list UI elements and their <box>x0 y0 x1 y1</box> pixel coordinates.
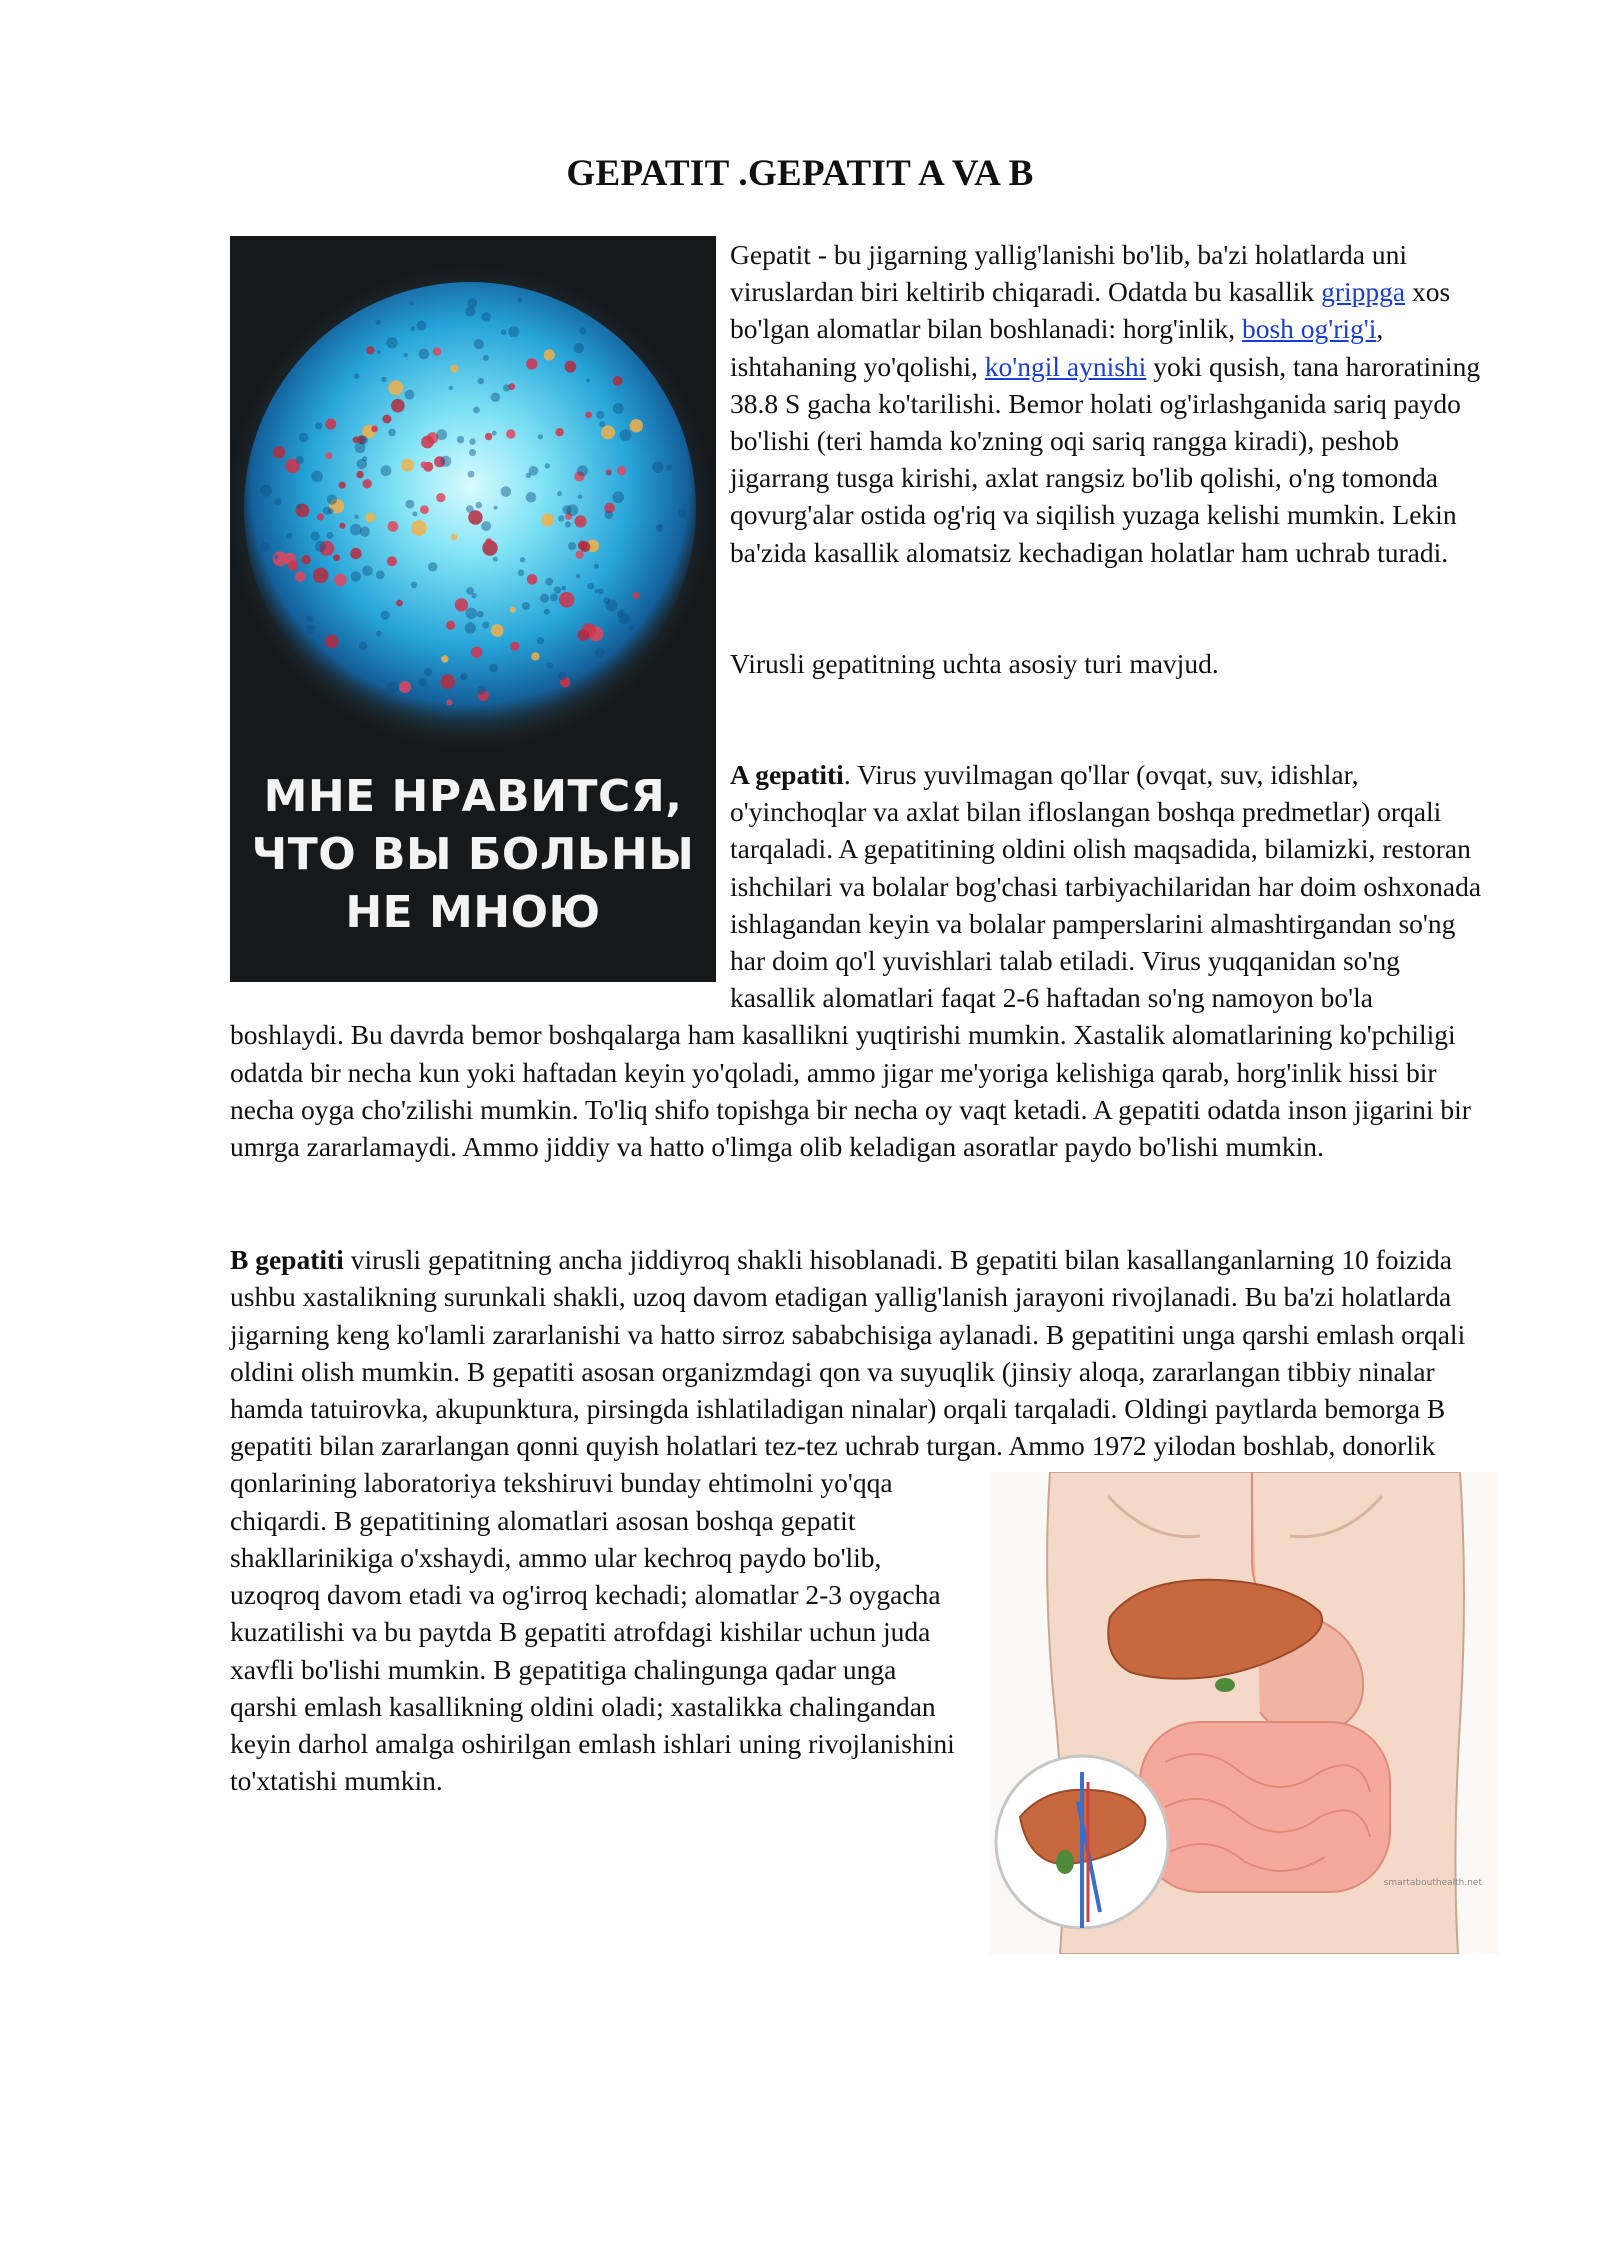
virus-texture-dot <box>522 602 530 610</box>
virus-texture-dot <box>606 470 611 475</box>
virus-texture-dot <box>449 386 453 390</box>
virus-texture-dot <box>327 494 337 504</box>
virus-texture-dot <box>311 471 323 483</box>
virus-surface-dot <box>576 551 584 559</box>
virus-texture-dot <box>376 631 382 637</box>
virus-texture-dot <box>586 378 590 382</box>
virus-surface-dot <box>363 479 372 488</box>
virus-surface-dot <box>365 513 375 523</box>
virus-texture-dot <box>595 648 604 657</box>
virus-surface-dot <box>471 647 483 659</box>
virus-texture-dot <box>577 465 588 476</box>
virus-texture-dot <box>355 442 366 453</box>
virus-texture-dot <box>457 436 465 444</box>
virus-surface-dot <box>544 349 555 360</box>
link-kongil-aynishi[interactable]: ko'ngil aynishi <box>984 350 1147 382</box>
virus-texture-dot <box>381 377 386 382</box>
virus-texture-dot <box>388 429 396 437</box>
virus-texture-dot <box>517 297 522 302</box>
virus-surface-dot <box>396 600 403 607</box>
virus-texture-dot <box>359 642 368 651</box>
virus-texture-dot <box>658 524 662 528</box>
virus-texture-dot <box>306 615 313 622</box>
virus-texture-dot <box>410 302 414 306</box>
virus-surface-dot <box>288 560 298 570</box>
virus-surface-dot <box>388 380 403 395</box>
virus-texture-dot <box>520 557 525 562</box>
hepatitis-b-text-continued: Ammo 1972 yilodan boshlab, donorlik qonlarining laboratoriya tekshiruvi bunday ehtimolni yo'qqa chiqardi. B gepatitining alomatlari asosan boshqa gepatit shakllarinikiga o'xshaydi, ammo ular kechroq paydo bo'lib, uzoqroq davom etadi va og'irroq kechadi; alomatlar 2-3 oygacha kuzatilishi va bu paytda B gepatiti atrofdagi kishilar uchun juda xavfli bo'lishi mumkin. B gepatitiga chalingunga qadar unga qarshi emlash kasallikning oldini oladi; xastalikka chalingandan keyin darhol amalga oshirilgan emlash ishlari uning rivojlanishini to'xtatishi mumkin. <box>230 1430 1436 1797</box>
virus-surface-dot <box>440 674 455 689</box>
virus-texture-dot <box>428 562 437 571</box>
virus-texture-dot <box>568 542 576 550</box>
virus-texture-dot <box>478 378 484 384</box>
virus-surface-dot <box>447 700 453 706</box>
virus-illustration <box>230 236 716 982</box>
virus-surface-dot <box>420 505 429 514</box>
virus-texture-dot <box>474 339 484 349</box>
intro-text-2: xos bo'lgan alomatlar bilan boshlanadi: horg'inlik, <box>730 276 1451 345</box>
virus-texture-dot <box>613 403 624 414</box>
virus-surface-dot <box>601 425 615 439</box>
hepatitis-a-heading: A gepatiti <box>730 759 844 791</box>
virus-texture-dot <box>412 511 417 516</box>
virus-texture-dot <box>296 504 301 509</box>
hepatitis-b-paragraph <box>230 1241 1492 1889</box>
virus-texture-dot <box>561 586 566 591</box>
virus-texture-dot <box>473 407 480 414</box>
virus-surface-dot <box>436 493 445 502</box>
virus-texture-dot <box>354 515 358 519</box>
virus-texture-dot <box>411 582 418 589</box>
virus-caption-line-2: ЧТО ВЫ БОЛЬНЫ <box>251 829 695 880</box>
virus-texture-dot <box>567 504 579 516</box>
virus-surface-dot <box>313 568 329 584</box>
virus-surface-dot <box>526 358 537 369</box>
virus-surface-dot <box>401 459 414 472</box>
virus-texture-dot <box>481 312 491 322</box>
page-title: GEPATIT .GEPATIT A VA B <box>566 153 1034 194</box>
virus-texture-dot <box>419 678 427 686</box>
virus-surface-dot <box>574 515 586 527</box>
virus-texture-dot <box>550 593 558 601</box>
virus-texture-dot <box>350 524 362 536</box>
virus-texture-dot <box>482 622 489 629</box>
virus-texture-dot <box>599 421 605 427</box>
image-watermark: smartabouthealth.net <box>1383 1878 1482 1889</box>
virus-texture-dot <box>538 434 543 439</box>
virus-surface-dot <box>585 412 592 419</box>
virus-surface-dot <box>510 607 516 613</box>
virus-texture-dot <box>477 611 484 618</box>
virus-texture-dot <box>424 668 432 676</box>
virus-texture-dot <box>468 471 475 478</box>
virus-texture-dot <box>574 343 584 353</box>
virus-surface-dot <box>339 482 346 489</box>
virus-caption-line-1: МНЕ НРАВИТСЯ, <box>263 771 683 822</box>
virus-surface-dot <box>446 621 455 630</box>
link-bosh-ogrigi[interactable]: bosh og'rig'i <box>1241 313 1377 345</box>
types-sentence: Virusli gepatitning uchta asosiy turi mavjud. <box>730 647 1219 679</box>
virus-surface-dot <box>295 571 306 582</box>
virus-texture-dot <box>351 571 361 581</box>
virus-surface-dot <box>333 554 340 561</box>
virus-texture-dot <box>465 622 476 633</box>
virus-texture-dot <box>466 587 474 595</box>
virus-surface-dot <box>353 436 360 443</box>
virus-texture-dot <box>526 492 537 503</box>
virus-surface-dot <box>527 574 538 585</box>
link-grippga[interactable]: grippga <box>1321 276 1406 308</box>
virus-texture-dot <box>483 355 489 361</box>
virus-caption-line-3: НЕ МНОЮ <box>345 887 601 938</box>
virus-texture-dot <box>540 594 549 603</box>
virus-surface-dot <box>485 433 493 441</box>
virus-texture-dot <box>518 570 525 577</box>
virus-surface-dot <box>506 429 515 438</box>
virus-texture-dot <box>466 505 474 513</box>
liver-anatomy-illustration <box>990 1472 1498 1954</box>
virus-surface-dot <box>451 534 458 541</box>
virus-surface-dot <box>630 419 643 432</box>
virus-texture-dot <box>387 682 399 694</box>
virus-surface-dot <box>399 681 411 693</box>
virus-texture-dot <box>558 672 567 681</box>
virus-surface-dot <box>450 365 458 373</box>
virus-texture-dot <box>544 609 550 615</box>
virus-surface-dot <box>387 556 397 566</box>
virus-surface-dot <box>366 346 374 354</box>
virus-surface-dot <box>565 361 577 373</box>
virus-texture-dot <box>666 465 672 471</box>
virus-texture-dot <box>476 502 483 509</box>
virus-surface-dot <box>339 523 345 529</box>
virus-texture-dot <box>596 411 604 419</box>
virus-texture-dot <box>620 429 632 441</box>
virus-texture-dot <box>612 491 624 503</box>
virus-texture-dot <box>411 327 416 332</box>
virus-texture-dot <box>547 662 553 668</box>
virus-surface-dot <box>510 642 519 651</box>
virus-surface-dot <box>577 629 589 641</box>
virus-texture-dot <box>376 571 385 580</box>
virus-texture-dot <box>493 557 498 562</box>
virus-surface-dot <box>391 399 405 413</box>
virus-texture-dot <box>381 465 392 476</box>
virus-surface-dot <box>421 462 428 469</box>
virus-texture-dot <box>494 506 498 510</box>
virus-texture-dot <box>406 500 415 509</box>
document-body <box>230 236 1492 1964</box>
virus-texture-dot <box>545 578 553 586</box>
virus-texture-dot <box>605 511 613 519</box>
virus-surface-dot <box>617 466 626 475</box>
virus-texture-dot <box>436 429 447 440</box>
virus-texture-dot <box>377 350 381 354</box>
virus-texture-dot <box>419 349 430 360</box>
virus-texture-dot <box>375 320 380 325</box>
virus-texture-dot <box>598 588 604 594</box>
virus-texture-dot <box>417 321 427 331</box>
virus-surface-dot <box>356 471 364 479</box>
virus-texture-dot <box>299 433 309 443</box>
virus-surface-dot <box>491 624 504 637</box>
virus-texture-dot <box>315 422 322 429</box>
virus-surface-dot <box>421 436 434 449</box>
virus-surface-dot <box>559 592 575 608</box>
virus-texture-dot <box>579 327 586 334</box>
virus-texture-dot <box>489 664 498 673</box>
virus-texture-dot <box>652 462 663 473</box>
virus-texture-dot <box>311 531 320 540</box>
virus-texture-dot <box>466 608 478 620</box>
virus-texture-dot <box>260 485 272 497</box>
hepatitis-a-text: . Virus yuvilmagan qo'llar (ovqat, suv, idishlar, o'yinchoqlar va axlat bilan ifloslangan boshqa predmetlar) orqali tarqaladi. A gepatitining oldini olish maqsadida, bilamizki, restoran ishchilari va bolalar bog'chasi tarbiyachilaridan har doim oshxonada ishlagandan keyin va bolalar pamperslarini almashtirgandan so'ng har doim qo'l yuvishlari talab etiladi. Virus yuqqanidan so'ng kasallik alomatlari faqat 2-6 haftadan so'ng namoyon bo'la boshlaydi. Bu davrda bemor boshqalarga ham kasallikni yuqtirishi mumkin. Xastalik alomatlarining ko'pchiligi odatda bir necha kun yoki haftadan keyin yo'qoladi, ammo jigar me'yoriga kelishiga qarab, horg'inlik hissi bir necha oyga cho'zilishi mumkin. To'liq shifo topishga bir necha oy vaqt ketadi. A gepatiti odatda inson jigarini bir umrga zararlamaydi. Ammo jiddiy va hatto o'limga olib keladigan asoratlar paydo bo'lishi mumkin. <box>230 759 1482 1163</box>
virus-texture-dot <box>529 466 539 476</box>
virus-texture-dot <box>274 555 279 560</box>
hepatitis-b-heading: B gepatiti <box>230 1244 344 1276</box>
virus-surface-dot <box>371 426 378 433</box>
virus-surface-dot <box>486 538 493 545</box>
virus-texture-dot <box>508 326 519 337</box>
virus-caption <box>230 768 716 942</box>
virus-surface-dot <box>325 419 336 430</box>
virus-texture-dot <box>594 564 599 569</box>
virus-texture-dot <box>629 625 635 631</box>
virus-texture-dot <box>501 329 507 335</box>
virus-texture-dot <box>678 509 687 518</box>
virus-texture-dot <box>537 637 544 644</box>
virus-texture-dot <box>565 521 571 527</box>
virus-surface-dot <box>325 452 332 459</box>
virus-surface-dot <box>578 541 587 550</box>
virus-texture-dot <box>481 521 491 531</box>
virus-texture-dot <box>492 431 497 436</box>
virus-texture-dot <box>326 532 333 539</box>
virus-surface-dot <box>441 655 448 662</box>
virus-texture-dot <box>405 390 415 400</box>
virus-texture-dot <box>354 373 360 379</box>
virus-texture-dot <box>477 686 486 695</box>
virus-texture-dot <box>554 586 561 593</box>
virus-surface-dot <box>633 592 640 599</box>
virus-surface-dot <box>411 520 427 536</box>
virus-surface-dot <box>350 548 361 559</box>
virus-texture-dot <box>557 491 562 496</box>
virus-surface-dot <box>613 376 623 386</box>
virus-texture-dot <box>274 498 281 505</box>
virus-texture-dot <box>619 613 630 624</box>
virus-surface-dot <box>388 521 399 532</box>
intro-text-3: , ishtahaning yo'qolishi, <box>730 313 1384 382</box>
virus-texture-dot <box>503 384 510 391</box>
virus-surface-dot <box>433 347 442 356</box>
virus-surface-dot <box>531 652 539 660</box>
virus-texture-dot <box>315 541 326 552</box>
hepatitis-b-text: virusli gepatitning ancha jiddiyroq shakli hisoblanadi. B gepatiti bilan kasallanganlarning 10 foizida ushbu xastalikning surunkali shakli, uzoq davom etadigan yallig'lanish jarayoni rivojlanadi. Bu ba'zi holatlarda jigarning keng ko'lamli zararlanishi va hatto sirroz sababchisiga aylanadi. B gepatitini unga qarshi emlash orqali oldini olish mumkin. B gepatiti asosan organizmdagi qon va suyuqlik (jinsiy aloqa, zararlangan tibbiy ninalar hamda tatuirovka, akupunktura, pirsingda ishlatiladigan ninalar) orqali tarqaladi. Oldingi paytlarda bemorga B gepatiti bilan zararlangan qonni quyish holatlari tez-tez uchrab turgan. <box>230 1244 1466 1462</box>
virus-texture-dot <box>465 307 475 317</box>
virus-surface-dot <box>317 513 324 520</box>
virus-texture-dot <box>467 298 477 308</box>
virus-texture-dot <box>606 599 618 611</box>
virus-texture-dot <box>381 611 390 620</box>
virus-texture-dot <box>362 566 373 577</box>
virus-texture-dot <box>545 463 550 468</box>
virus-surface-dot <box>455 598 468 611</box>
virus-surface-dot <box>325 635 339 649</box>
virus-texture-dot <box>587 583 594 590</box>
virus-texture-dot <box>323 507 331 515</box>
virus-texture-dot <box>362 456 367 461</box>
virus-surface-dot <box>273 446 285 458</box>
virus-texture-dot <box>305 625 315 635</box>
virus-surface-dot <box>555 428 563 436</box>
virus-texture-dot <box>469 449 476 456</box>
virus-surface-dot <box>334 574 347 587</box>
virus-surface-dot <box>382 415 391 424</box>
virus-texture-dot <box>440 456 451 467</box>
virus-surface-dot <box>301 555 310 564</box>
virus-surface-dot <box>541 514 554 527</box>
intro-text-4: yoki qusish, tana haroratining 38.8 S gacha ko'tarilishi. Bemor holati og'irlashganida sariq paydo bo'lishi (teri hamda ko'zning oqi sariq rangga kiradi), peshob jigarrang tusga kirishi, axlat rangsiz bo'lib qolishi, o'ng tomonda qovurg'alar ostida og'riq va siqilish yuzaga kelishi mumkin. Lekin ba'zida kasallik alomatsiz kechadigan holatlar ham uchrab turadi. <box>730 350 1481 568</box>
virus-texture-dot <box>404 353 408 357</box>
virus-texture-dot <box>501 486 512 497</box>
virus-texture-dot <box>469 438 476 445</box>
virus-texture-dot <box>260 543 270 553</box>
virus-texture-dot <box>558 515 564 521</box>
virus-texture-dot <box>594 589 598 593</box>
virus-texture-dot <box>286 533 292 539</box>
virus-texture-dot <box>460 675 465 680</box>
intro-text-1: Gepatit - bu jigarning yallig'lanishi bo'lib, ba'zi holatlarda uni viruslardan biri keltirib chiqaradi. Odatda bu kasallik <box>730 239 1407 308</box>
virus-texture-dot <box>491 393 500 402</box>
virus-texture-dot <box>296 456 304 464</box>
virus-texture-dot <box>578 495 582 499</box>
virus-texture-dot <box>386 337 397 348</box>
virus-texture-dot <box>576 574 581 579</box>
